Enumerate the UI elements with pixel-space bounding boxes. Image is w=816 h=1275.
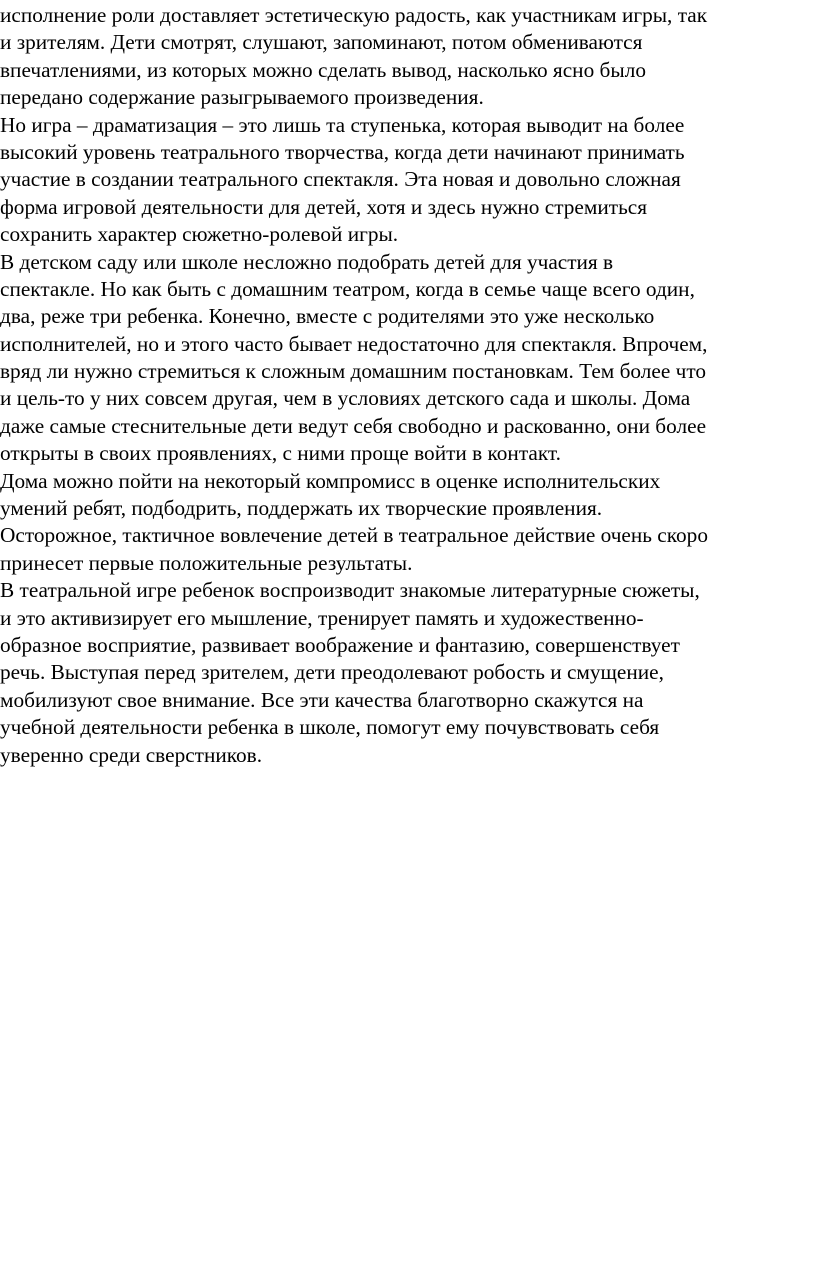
text-line: принесет первые положительные результаты. xyxy=(0,550,413,575)
paragraph-3 xyxy=(0,249,816,468)
text-line: исполнение роли доставляет эстетическую радость, как участникам игры, так xyxy=(0,3,708,27)
paragraph-1 xyxy=(0,2,816,112)
text-line: передано содержание разыгрываемого произведения. xyxy=(0,85,484,110)
text-line: мобилизуют свое внимание. Все эти качества благотворно скажутся на xyxy=(0,687,644,712)
text-line: сохранить характер сюжетно-ролевой игры. xyxy=(0,222,399,247)
text-line: даже самые стеснительные дети ведут себя свободно и раскованно, они более xyxy=(0,413,707,438)
paragraph-5 xyxy=(0,577,816,769)
text-line: умений ребят, подбодрить, поддержать их творческие проявления. xyxy=(0,496,603,521)
text-line: участие в создании театрального спектакля. Эта новая и довольно сложная xyxy=(0,167,681,192)
text-line: Осторожное, тактичное вовлечение детей в театральное действие очень скоро xyxy=(0,523,708,548)
text-line: образное восприятие, развивает воображение и фантазию, совершенствует xyxy=(0,632,680,657)
text-line: высокий уровень театрального творчества, когда дети начинают принимать xyxy=(0,139,685,164)
text-line: спектакле. Но как быть с домашним театром, когда в семье чаще всего один, xyxy=(0,276,695,301)
text-line: В детском саду или школе несложно подобрать детей для участия в xyxy=(0,249,614,274)
text-line: форма игровой деятельности для детей, хотя и здесь нужно стремиться xyxy=(0,194,648,219)
text-line: уверенно среди сверстников. xyxy=(0,742,263,767)
text-line: вряд ли нужно стремиться к сложным домашним постановкам. Тем более что xyxy=(0,359,707,384)
text-line: учебной деятельности ребенка в школе, помогут ему почувствовать себя xyxy=(0,715,660,740)
text-line: Дома можно пойти на некоторый компромисс в оценке исполнительских xyxy=(0,468,661,493)
text-line: два, реже три ребенка. Конечно, вместе с родителями это уже несколько xyxy=(0,304,655,329)
text-line: открыты в своих проявлениях, с ними проще войти в контакт. xyxy=(0,441,561,466)
text-line: исполнителей, но и этого часто бывает недостаточно для спектакля. Впрочем, xyxy=(0,331,708,356)
text-line: В театральной игре ребенок воспроизводит знакомые литературные сюжеты, xyxy=(0,578,700,603)
document-body xyxy=(0,2,816,769)
text-line: Но игра – драматизация – это лишь та ступенька, которая выводит на более xyxy=(0,112,685,137)
text-line: и зрителям. Дети смотрят, слушают, запоминают, потом обмениваются xyxy=(0,30,643,55)
text-line: и это активизирует его мышление, тренирует память и художественно- xyxy=(0,605,644,630)
text-line: впечатлениями, из которых можно сделать вывод, насколько ясно было xyxy=(0,57,646,82)
paragraph-2 xyxy=(0,112,816,249)
text-line: речь. Выступая перед зрителем, дети преодолевают робость и смущение, xyxy=(0,660,664,685)
paragraph-4 xyxy=(0,468,816,578)
text-line: и цель-то у них совсем другая, чем в условиях детского сада и школы. Дома xyxy=(0,386,691,411)
